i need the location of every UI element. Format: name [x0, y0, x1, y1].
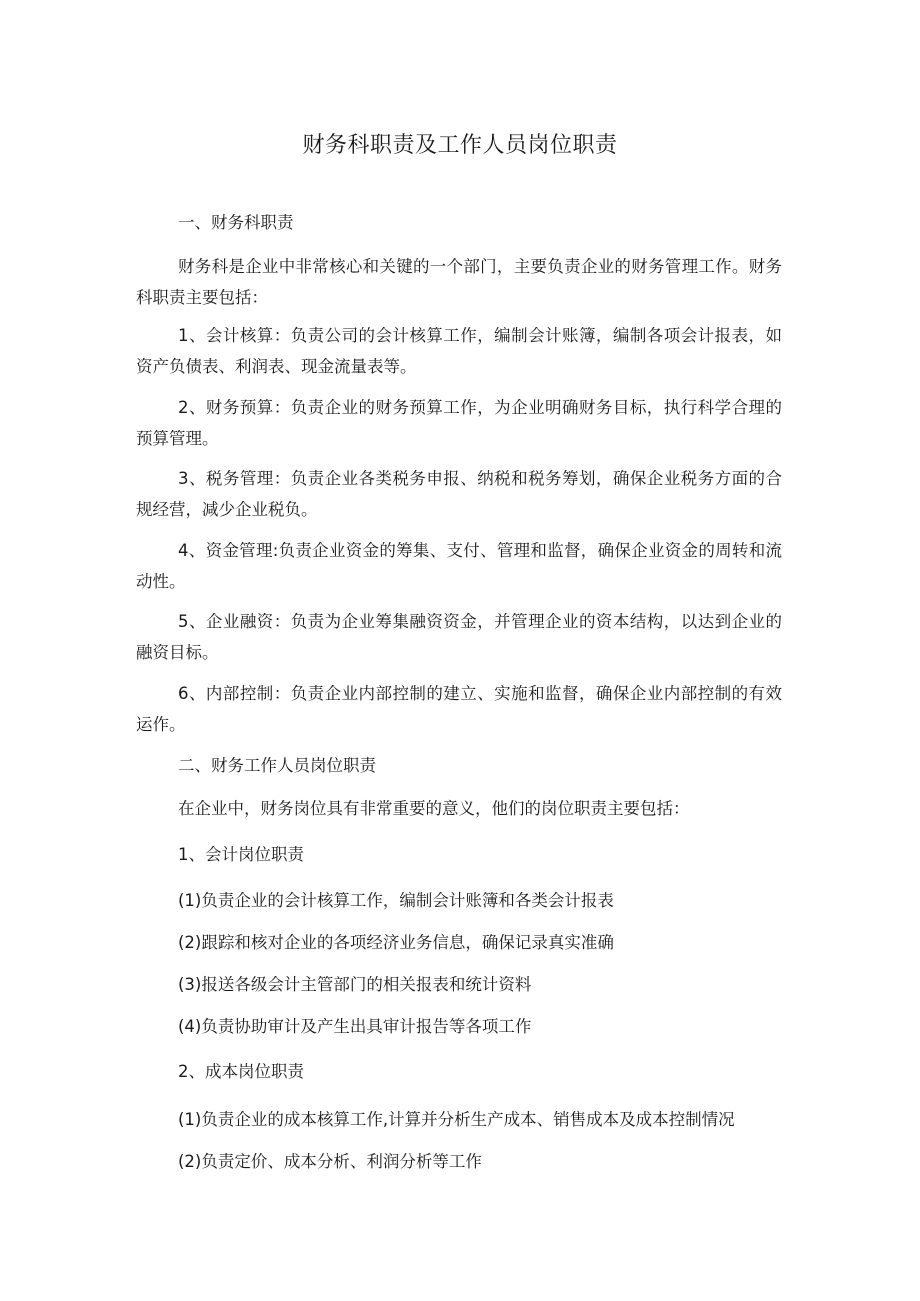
list-item: (3)报送各级会计主管部门的相关报表和统计资料 — [178, 975, 532, 994]
paragraph: 财务科是企业中非常核心和关键的一个部门，主要负责企业的财务管理工作。财务科职责主要包括： — [136, 257, 782, 307]
list-item: (1)负责企业的成本核算工作,计算并分析生产成本、销售成本及成本控制情况 — [178, 1110, 735, 1129]
subsection-heading: 1、会计岗位职责 — [178, 845, 304, 864]
list-item: (2)跟踪和核对企业的各项经济业务信息，确保记录真实准确 — [178, 933, 614, 952]
list-item: 2、财务预算：负责企业的财务预算工作，为企业明确财务目标，执行科学合理的预算管理。 — [136, 398, 782, 448]
list-item: (2)负责定价、成本分析、利润分析等工作 — [178, 1152, 482, 1171]
page-title: 财务科职责及工作人员岗位职责 — [302, 133, 618, 158]
list-item: 4、资金管理:负责企业资金的筹集、支付、管理和监督，确保企业资金的周转和流动性。 — [136, 541, 782, 591]
list-item: 6、内部控制：负责企业内部控制的建立、实施和监督，确保企业内部控制的有效运作。 — [136, 684, 782, 734]
paragraph: 在企业中，财务岗位具有非常重要的意义，他们的岗位职责主要包括： — [178, 799, 690, 818]
list-item: 3、税务管理：负责企业各类税务申报、纳税和税务筹划，确保企业税务方面的合规经营，减少企业税负。 — [136, 469, 782, 519]
list-item: 5、企业融资：负责为企业筹集融资资金，并管理企业的资本结构，以达到企业的融资目标。 — [136, 612, 782, 662]
list-item: (4)负责协助审计及产生出具审计报告等各项工作 — [178, 1017, 532, 1036]
section-heading: 一、财务科职责 — [178, 213, 294, 232]
section-heading: 二、财务工作人员岗位职责 — [178, 756, 376, 775]
list-item: (1)负责企业的会计核算工作，编制会计账簿和各类会计报表 — [178, 891, 614, 910]
subsection-heading: 2、成本岗位职责 — [178, 1062, 304, 1081]
list-item: 1、会计核算：负责公司的会计核算工作，编制会计账簿，编制各项会计报表，如资产负债表、利润表、现金流量表等。 — [136, 326, 782, 376]
